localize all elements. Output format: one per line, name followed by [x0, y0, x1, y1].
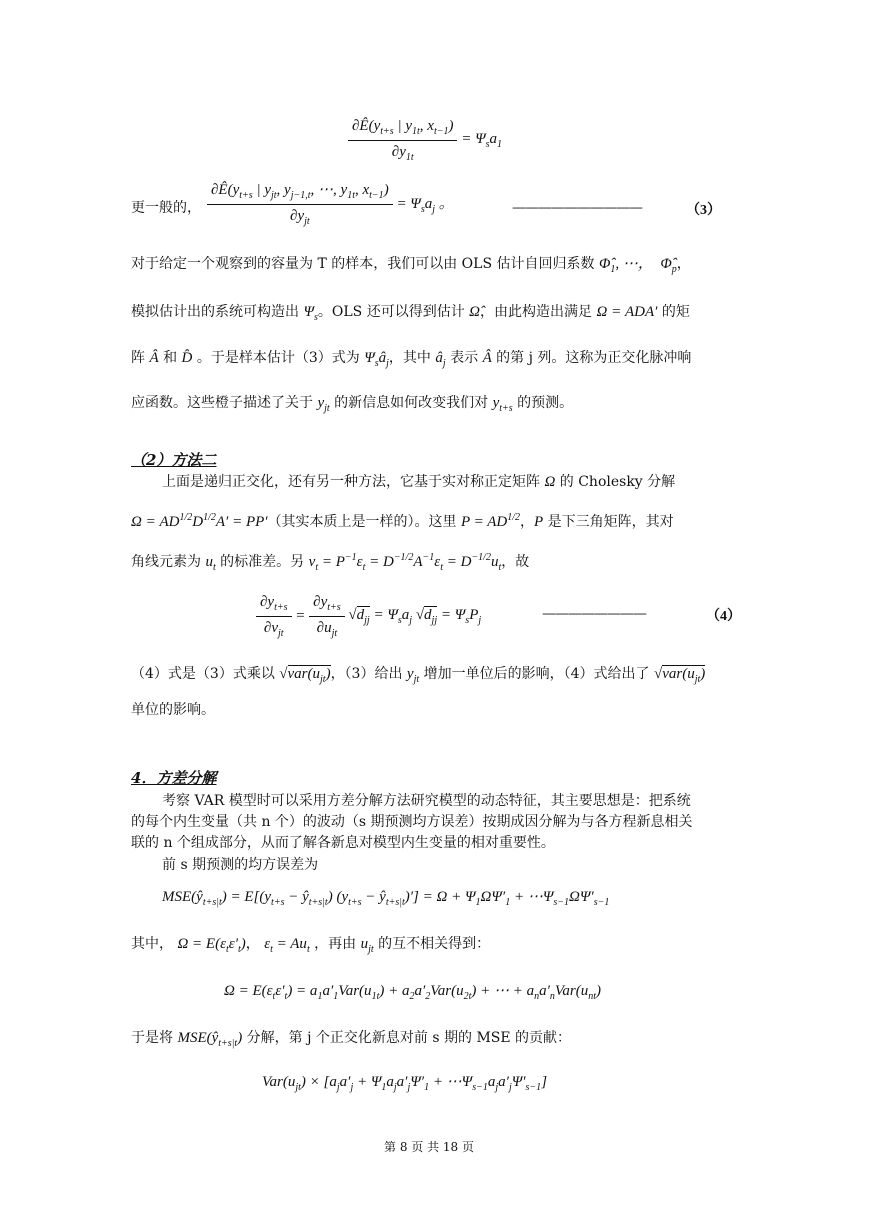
equation-4-dashes: ———————— [542, 606, 646, 622]
section4-line4: 前 s 期预测的均方误差为 [162, 857, 319, 873]
mse-equation: $MSE(ŷ_{t+s|t}) = E[(y_{t+s}$ − $ŷ_{t+s|t}$) ($y_{t+s}$ − $ŷ_{t+s|t})'] = \Omega + \Psi_1\Omega\Psi'_1$ + $\cdots\Psi_{s-1}\Omega\Psi'_{s-1}$ [162, 889, 610, 908]
section4-line1: 考察 VAR 模型时可以采用方差分解方法研究模型的动态特征，其主要思想是：把系统 [162, 793, 691, 809]
equation-3-number: （3） [686, 203, 721, 218]
section-2-heading: （2）方法二 [131, 451, 217, 469]
para3-line1: （4）式是（3）式乘以 $√var(u_{jt})$，（3）给出 $y_{jt}$ 增加一单位后的影响，（4）式给出了 $√var(u_{jt})$ [131, 666, 706, 685]
section4-line6: 于是将 $MSE(ŷ_{t+s|t})$ 分解，第 j 个正交化新息对前 s 期的 MSE 的贡献： [131, 1030, 572, 1049]
section2-line1: 上面是递归正交化，还有另一种方法，它基于实对称正定矩阵 Ω 的 Cholesky 分解 [162, 474, 676, 490]
section4-line5: 其中， $\Omega = E(\varepsilon_t\varepsilon'_t)$， $\varepsilon_t = Au_t$ ，再由 $u_{jt}$ 的互不相关得到： [131, 936, 491, 955]
equation-4: $\frac{\partial y_{t+s}}{\partial v_{jt}}$ = $\frac{\partial y_{t+s}}{\partial u_{jt}}$ $√d_{jj} = \Psi_sa_j$ $√d_{jj} = \Psi_sP_j$ [256, 594, 481, 639]
para3-line2: 单位的影响。 [131, 702, 215, 718]
page-footer: 第 8 页 共 18 页 [384, 1140, 474, 1154]
para2-line3: 阵 Â 和 D̂ 。于是样本估计（3）式为 $\Psi_sâ_j$，其中 $â_j$ 表示 Â 的第 j 列。这称为正交化脉冲响 [131, 350, 692, 369]
section2-line2: $\Omega = AD^{1/2}D^{1/2}A' = PP'$（其实本质上是一样的）。这里 $P = AD^{1/2}$，P 是下三角矩阵，其对 [131, 512, 674, 530]
section-4-heading: 4．方差分解 [131, 769, 217, 787]
equation-1: $\frac{\partial Ê(y_{t+s} | y_{1t}, x_{t-1})}{\partial y_{1t}}$ = $\Psi_sa_1$ [348, 118, 502, 163]
para2-line4: 应函数。这些橙子描述了关于 $y_{jt}$ 的新信息如何改变我们对 $y_{t+s}$ 的预测。 [131, 395, 574, 414]
equation-3: $\frac{\partial Ê(y_{t+s} | y_{jt}, y_{j-1,t}, \cdots, y_{1t}, x_{t-1})}{\partial y_{jt}}$ = $\Psi_sa_j$ 。 [207, 180, 454, 227]
omega-equation: $\Omega = E(\varepsilon_t\varepsilon'_t) = a_1a'_1Var(u_{1t}) + a_2a'_2Var(u_{2t})$ + ⋯ + $a_na'_nVar(u_{nt})$ [224, 983, 602, 1002]
equation-3-prefix: 更一般的， [131, 200, 201, 216]
section4-line3: 联的 n 个组成部分，从而了解各新息对模型内生变量的相对重要性。 [131, 835, 555, 851]
section2-line3: 角线元素为 $u_t$ 的标准差。另 $v_t = P^{-1}\varepsilon_t = D^{-1/2}A^{-1}\varepsilon_t = D^{-1/2}u_t$，故 [131, 552, 530, 573]
equation-4-number: （4） [706, 609, 741, 624]
para2-line1: 对于给定一个观察到的容量为 T 的样本，我们可以由 OLS 估计自回归系数 $\Phî_1$, ⋯， $\Phî_p$， [131, 256, 691, 275]
contribution-equation: $Var(u_{jt}) \times [a_ja'_j + \Psi_1a_ja'_j\Psi'_1$ + $\cdots\Psi_{s-1}a_ja'_j\Psi'_{s-1}$] [262, 1074, 548, 1093]
section4-line2: 的每个内生变量（共 n 个）的波动（s 期预测均方误差）按期成因分解为与各方程新息相关 [131, 814, 693, 830]
para2-line2: 模拟估计出的系统可构造出 $\Psi_s$。OLS 还可以得到估计 Ω̂，由此构造出满足 Ω = ADA′ 的矩 [131, 304, 690, 323]
equation-3-dashes: —————————— [512, 200, 642, 216]
